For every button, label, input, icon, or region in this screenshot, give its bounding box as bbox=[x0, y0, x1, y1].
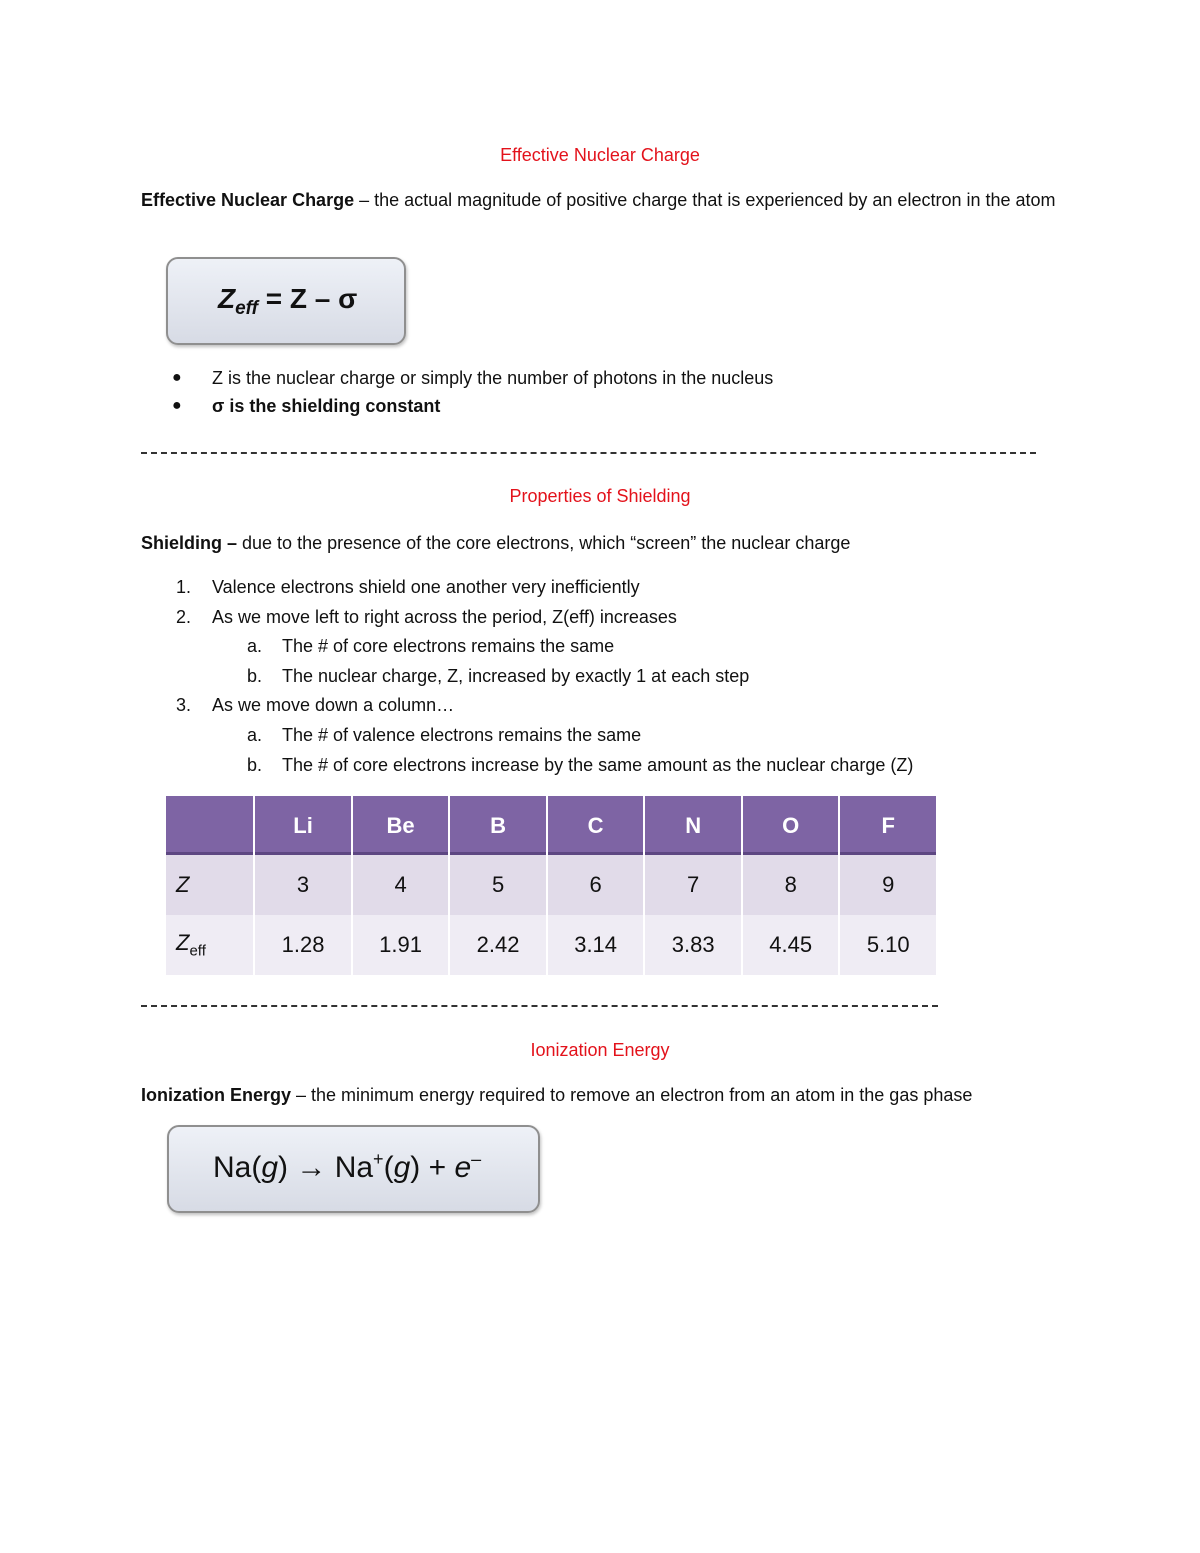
formula-rest: = Z – σ bbox=[258, 283, 358, 314]
formula-part: – bbox=[471, 1149, 482, 1169]
definition-effective-nuclear-charge bbox=[141, 186, 1071, 214]
formula-part: g bbox=[393, 1151, 411, 1184]
table-cell: 5 bbox=[450, 855, 548, 915]
list-text: As we move left to right across the period, Z(eff) increases bbox=[212, 606, 677, 627]
list-item bbox=[176, 691, 913, 721]
list-text: The nuclear charge, Z, increased by exactly 1 at each step bbox=[282, 665, 750, 686]
section-title-effective-nuclear-charge: Effective Nuclear Charge bbox=[500, 145, 700, 165]
list-item bbox=[176, 573, 913, 603]
list-item bbox=[176, 603, 913, 633]
definition-text: – the actual magnitude of positive charge that is experienced by an electron in the atom bbox=[354, 190, 1056, 210]
term-effective-nuclear-charge: Effective Nuclear Charge bbox=[141, 190, 355, 210]
bullet-list bbox=[172, 364, 773, 420]
list-letter: a. bbox=[247, 724, 263, 745]
list-item bbox=[176, 721, 913, 751]
table-cell: 8 bbox=[743, 855, 841, 915]
formula-part: ) → Na bbox=[278, 1151, 374, 1184]
list-number: 3. bbox=[176, 695, 192, 716]
table-header-cell: C bbox=[548, 796, 646, 855]
table-header-cell: Li bbox=[255, 796, 353, 855]
list-text: The # of core electrons remains the same bbox=[282, 636, 615, 657]
formula-eff-sub: eff bbox=[235, 298, 258, 319]
list-text: The # of valence electrons remains the same bbox=[282, 724, 642, 745]
table-header-cell: O bbox=[743, 796, 841, 855]
formula-z: Z bbox=[218, 283, 236, 314]
list-number: 1. bbox=[176, 577, 192, 597]
table-header-cell: Be bbox=[353, 796, 451, 855]
section-title-properties-of-shielding: Properties of Shielding bbox=[509, 486, 691, 506]
formula-part: g bbox=[261, 1151, 279, 1184]
list-letter: a. bbox=[247, 636, 263, 657]
table-cell: 4 bbox=[353, 855, 451, 915]
zeff-table bbox=[166, 796, 938, 975]
table-cell: 3 bbox=[255, 855, 353, 915]
table-cell: 7 bbox=[645, 855, 743, 915]
row-label-zeff bbox=[166, 915, 255, 975]
table-cell: 9 bbox=[840, 855, 938, 915]
bullet-icon: ● bbox=[172, 369, 182, 386]
list-item bbox=[176, 751, 913, 781]
definition-text: – the minimum energy required to remove an electron from an atom in the gas phase bbox=[291, 1085, 973, 1105]
list-item bbox=[172, 364, 773, 392]
zeff-label-sub: eff bbox=[189, 942, 206, 960]
formula-part: ) + bbox=[410, 1151, 455, 1184]
table-header-cell: B bbox=[450, 796, 548, 855]
section-title-ionization-energy: Ionization Energy bbox=[530, 1040, 670, 1060]
list-item bbox=[176, 632, 913, 662]
list-text: As we move down a column… bbox=[212, 695, 455, 716]
definition-text: due to the presence of the core electrons, which “screen” the nuclear charge bbox=[237, 533, 851, 553]
table-header-row bbox=[166, 796, 938, 855]
bullet-text: Z is the nuclear charge or simply the number of photons in the nucleus bbox=[212, 368, 774, 388]
zeff-formula bbox=[218, 283, 357, 320]
zeff-label: Z bbox=[176, 930, 190, 956]
table-cell: 1.28 bbox=[255, 915, 353, 975]
definition-ionization-energy bbox=[141, 1081, 1081, 1109]
bullet-text: σ is the shielding constant bbox=[212, 396, 441, 416]
list-item bbox=[172, 392, 773, 420]
ionization-formula-box bbox=[167, 1125, 540, 1213]
table-cell: 6 bbox=[548, 855, 646, 915]
list-number: 2. bbox=[176, 606, 192, 627]
table-header-cell: N bbox=[645, 796, 743, 855]
list-item bbox=[176, 662, 913, 692]
bullet-icon: ● bbox=[172, 397, 182, 414]
formula-part: Na( bbox=[213, 1151, 262, 1184]
divider bbox=[141, 1005, 938, 1007]
formula-part: + bbox=[373, 1149, 384, 1169]
term-shielding: Shielding – bbox=[141, 533, 238, 553]
list-letter: b. bbox=[247, 665, 263, 686]
table-cell: 1.91 bbox=[353, 915, 451, 975]
shielding-properties-list bbox=[176, 573, 913, 780]
row-label-z: Z bbox=[166, 855, 255, 915]
table-header-cell: F bbox=[840, 796, 938, 855]
definition-shielding bbox=[141, 529, 1071, 557]
table-cell: 3.14 bbox=[548, 915, 646, 975]
list-text: Valence electrons shield one another very inefficiently bbox=[212, 577, 640, 597]
zeff-formula-box bbox=[166, 257, 406, 345]
table-cell: 3.83 bbox=[645, 915, 743, 975]
formula-part: ( bbox=[383, 1151, 394, 1184]
list-text: The # of core electrons increase by the same amount as the nuclear charge (Z) bbox=[282, 754, 914, 775]
table-row bbox=[166, 855, 938, 915]
table-cell: 5.10 bbox=[840, 915, 938, 975]
list-letter: b. bbox=[247, 754, 263, 775]
term-ionization-energy: Ionization Energy bbox=[141, 1085, 292, 1105]
formula-part: e bbox=[454, 1151, 472, 1184]
ionization-formula bbox=[213, 1149, 481, 1185]
table-cell: 4.45 bbox=[743, 915, 841, 975]
table-row bbox=[166, 915, 938, 975]
table-cell: 2.42 bbox=[450, 915, 548, 975]
table-header-cell bbox=[166, 796, 255, 855]
divider bbox=[141, 452, 1036, 454]
